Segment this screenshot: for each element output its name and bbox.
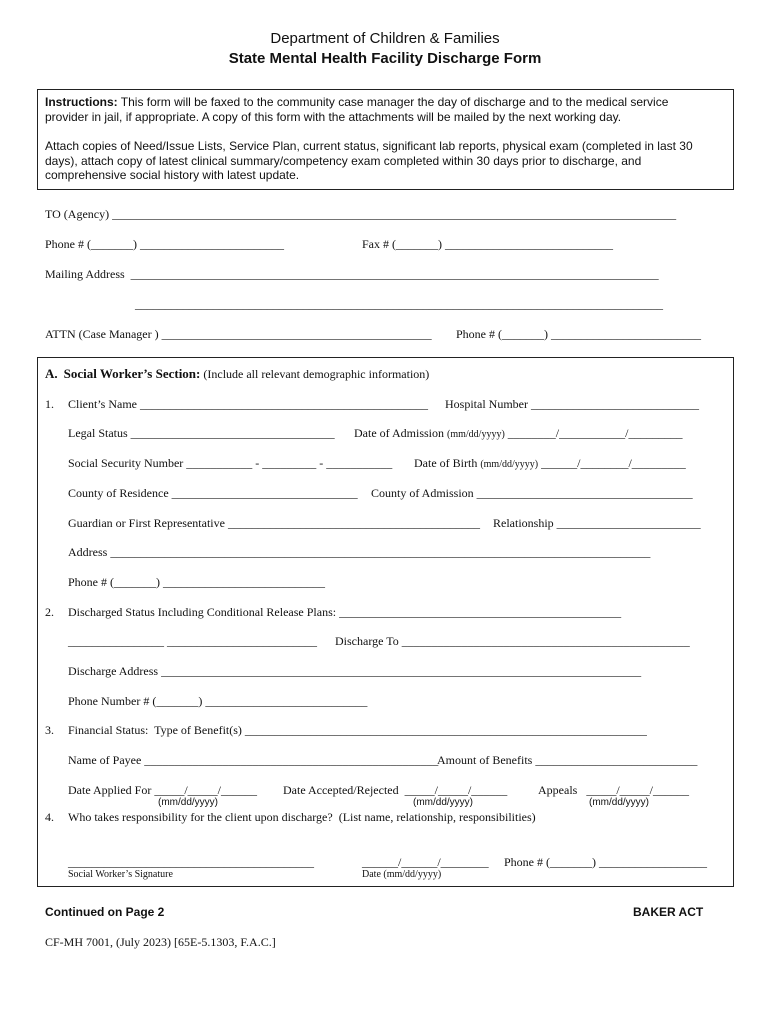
county-admission-field[interactable]: County of Admission ____________________________________ (371, 486, 693, 500)
amount-benefits-field[interactable]: Amount of Benefits ___________________________ (437, 753, 698, 767)
instructions-text-2c: comprehensive social history with latest update. (45, 168, 300, 182)
financial-status-field[interactable]: Financial Status: Type of Benefit(s) ___________________________________________________________________ (68, 723, 647, 737)
instructions-text-1: This form will be faxed to the community case manager the day of discharge and to the medical service (117, 95, 669, 109)
signature-date-label: Date (mm/dd/yyyy) (362, 869, 442, 880)
discharge-address-field[interactable]: Discharge Address ________________________________________________________________________________ (68, 664, 642, 678)
discharge-plans-blank[interactable]: ________________ _________________________ (68, 634, 317, 648)
section-a-note: (Include all relevant demographic information) (200, 367, 430, 381)
instructions-text-1b: provider in jail, if appropriate. A copy of this form with the attachments will be mailed by the next working day. (45, 109, 622, 124)
legal-status-field[interactable]: Legal Status __________________________________ (68, 426, 335, 440)
admission-date-format: (mm/dd/yyyy) (447, 429, 505, 440)
relationship-field[interactable]: Relationship ________________________ (493, 516, 701, 530)
date-accepted-format: (mm/dd/yyyy) (413, 797, 473, 808)
section-a-letter: A. (45, 366, 58, 381)
instructions-label: Instructions: (45, 95, 118, 109)
signature-phone-field[interactable]: Phone # (_______) __________________ (504, 855, 707, 869)
instructions-text-2b: days), attach copy of latest clinical summary/competency exam completed within 30 days prior to discharge, and (45, 153, 642, 168)
item-number-2: 2. (45, 605, 54, 619)
date-applied-field[interactable]: Date Applied For _____/_____/______ (68, 783, 257, 797)
date-accepted-field[interactable]: Date Accepted/Rejected _____/_____/______ (283, 783, 508, 797)
ssn-field[interactable]: Social Security Number ___________ - _________ - ___________ (68, 456, 393, 470)
department-name: Department of Children & Families (270, 30, 500, 47)
signature-date-line[interactable]: ______/______/________ (362, 855, 489, 869)
mailing-address-line-2[interactable]: ________________________________________________________________________________________ (135, 297, 663, 311)
admission-date-blank: ________/___________/_________ (504, 426, 683, 440)
admission-date-field[interactable] (354, 426, 682, 441)
discharge-phone-field[interactable]: Phone Number # (_______) ___________________________ (68, 694, 368, 708)
to-agency-field[interactable]: TO (Agency) ______________________________________________________________________________________________ (45, 207, 677, 221)
admission-date-label: Date of Admission (354, 426, 444, 440)
responsibility-question: Who takes responsibility for the client upon discharge? (List name, relationship, responsibilities) (68, 810, 536, 824)
county-residence-field[interactable]: County of Residence _______________________________ (68, 486, 358, 500)
item-number-1: 1. (45, 397, 54, 411)
section-a-title: Social Worker’s Section: (63, 366, 201, 381)
fax-field[interactable]: Fax # (_______) ____________________________ (362, 237, 613, 251)
form-title: State Mental Health Facility Discharge Form (228, 50, 542, 67)
date-applied-format: (mm/dd/yyyy) (158, 797, 218, 808)
mailing-address-field[interactable]: Mailing Address ________________________________________________________________________________________ (45, 267, 659, 281)
phone-field[interactable]: Phone # (_______) ________________________ (45, 237, 284, 251)
hospital-number-field[interactable]: Hospital Number ____________________________ (445, 397, 699, 411)
payee-field[interactable]: Name of Payee _________________________________________________ (68, 753, 439, 767)
instructions-paragraph-1 (45, 95, 735, 124)
attn-phone-field[interactable]: Phone # (_______) _________________________ (456, 327, 701, 341)
instructions-text-2a: Attach copies of Need/Issue Lists, Service Plan, current status, significant lab reports, physical exam (completed in last 30 (45, 139, 693, 153)
discharge-to-field[interactable]: Discharge To ________________________________________________ (335, 634, 690, 648)
item-number-3: 3. (45, 723, 54, 737)
dob-blank: ______/________/_________ (538, 456, 686, 470)
signature-label: Social Worker’s Signature (68, 869, 173, 880)
continued-note: Continued on Page 2 (45, 905, 165, 919)
signature-line[interactable]: _________________________________________ (68, 855, 314, 869)
dob-field[interactable] (414, 456, 686, 471)
client-phone-field[interactable]: Phone # (_______) ___________________________ (68, 575, 325, 589)
discharged-status-field[interactable]: Discharged Status Including Conditional Release Plans: _______________________________________________ (68, 605, 622, 619)
appeals-format: (mm/dd/yyyy) (589, 797, 649, 808)
item-number-4: 4. (45, 810, 54, 824)
appeals-field[interactable]: Appeals _____/_____/______ (538, 783, 689, 797)
section-a-heading (45, 366, 429, 382)
client-name-field[interactable]: Client’s Name ________________________________________________ (68, 397, 428, 411)
address-field[interactable]: Address __________________________________________________________________________________________ (68, 545, 651, 559)
baker-act-label: BAKER ACT (633, 905, 704, 919)
dob-label: Date of Birth (414, 456, 478, 470)
guardian-field[interactable]: Guardian or First Representative __________________________________________ (68, 516, 480, 530)
form-identifier: CF-MH 7001, (July 2023) [65E-5.1303, F.A.C.] (45, 935, 276, 949)
attn-case-manager-field[interactable]: ATTN (Case Manager ) _____________________________________________ (45, 327, 432, 341)
dob-format: (mm/dd/yyyy) (480, 459, 539, 470)
instructions-paragraph-2 (45, 139, 735, 183)
